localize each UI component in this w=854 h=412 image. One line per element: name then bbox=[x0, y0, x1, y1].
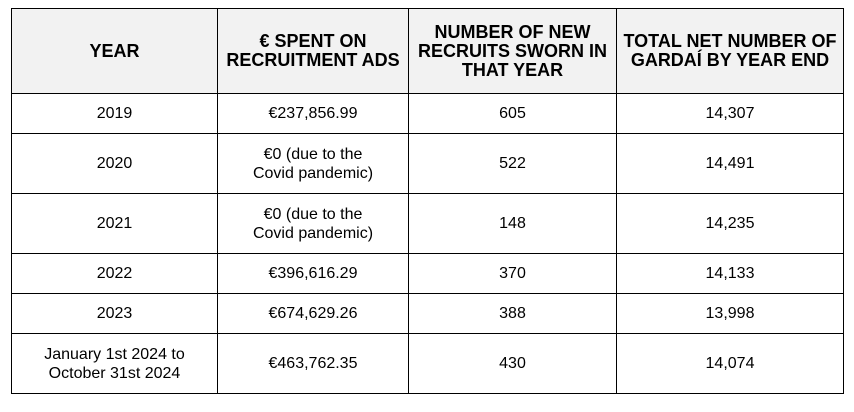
recruits-cell: 148 bbox=[409, 194, 617, 254]
year-cell: 2020 bbox=[12, 134, 218, 194]
total-cell: 14,235 bbox=[617, 194, 844, 254]
table-row bbox=[12, 194, 844, 254]
recruits-cell: 430 bbox=[409, 334, 617, 394]
spent-cell bbox=[218, 134, 409, 194]
recruitment-table bbox=[11, 8, 844, 394]
spent-cell: €396,616.29 bbox=[218, 254, 409, 294]
header-total-gardai-label: TOTAL NET NUMBER OF GARDAÍ BY YEAR END bbox=[623, 31, 837, 70]
year-cell: 2022 bbox=[12, 254, 218, 294]
table-container bbox=[11, 8, 844, 394]
table-row bbox=[12, 94, 844, 134]
year-cell: 2019 bbox=[12, 94, 218, 134]
spent-cell: €674,629.26 bbox=[218, 294, 409, 334]
spent-cell-text: €0 (due to the Covid pandemic) bbox=[252, 145, 374, 182]
header-row bbox=[12, 9, 844, 94]
table-body bbox=[12, 94, 844, 394]
header-spent-on-ads-label: € SPENT ON RECRUITMENT ADS bbox=[226, 31, 400, 70]
table-row bbox=[12, 134, 844, 194]
header-total-gardai bbox=[617, 9, 844, 94]
total-cell: 13,998 bbox=[617, 294, 844, 334]
spent-cell: €237,856.99 bbox=[218, 94, 409, 134]
recruits-cell: 388 bbox=[409, 294, 617, 334]
recruits-cell: 605 bbox=[409, 94, 617, 134]
table-row bbox=[12, 254, 844, 294]
total-cell: 14,307 bbox=[617, 94, 844, 134]
header-spent-on-ads bbox=[218, 9, 409, 94]
header-new-recruits bbox=[409, 9, 617, 94]
header-new-recruits-label: NUMBER OF NEW RECRUITS SWORN IN THAT YEAR bbox=[418, 21, 607, 80]
recruits-cell: 370 bbox=[409, 254, 617, 294]
total-cell: 14,491 bbox=[617, 134, 844, 194]
header-year bbox=[12, 9, 218, 94]
table-row bbox=[12, 294, 844, 334]
table-header bbox=[12, 9, 844, 94]
total-cell: 14,133 bbox=[617, 254, 844, 294]
header-year-label: YEAR bbox=[89, 40, 140, 61]
total-cell: 14,074 bbox=[617, 334, 844, 394]
recruits-cell: 522 bbox=[409, 134, 617, 194]
year-cell bbox=[12, 334, 218, 394]
table-row bbox=[12, 334, 844, 394]
year-cell: 2023 bbox=[12, 294, 218, 334]
spent-cell: €463,762.35 bbox=[218, 334, 409, 394]
year-cell: 2021 bbox=[12, 194, 218, 254]
spent-cell bbox=[218, 194, 409, 254]
year-cell-text: January 1st 2024 to October 31st 2024 bbox=[44, 345, 185, 382]
spent-cell-text: €0 (due to the Covid pandemic) bbox=[252, 205, 374, 242]
